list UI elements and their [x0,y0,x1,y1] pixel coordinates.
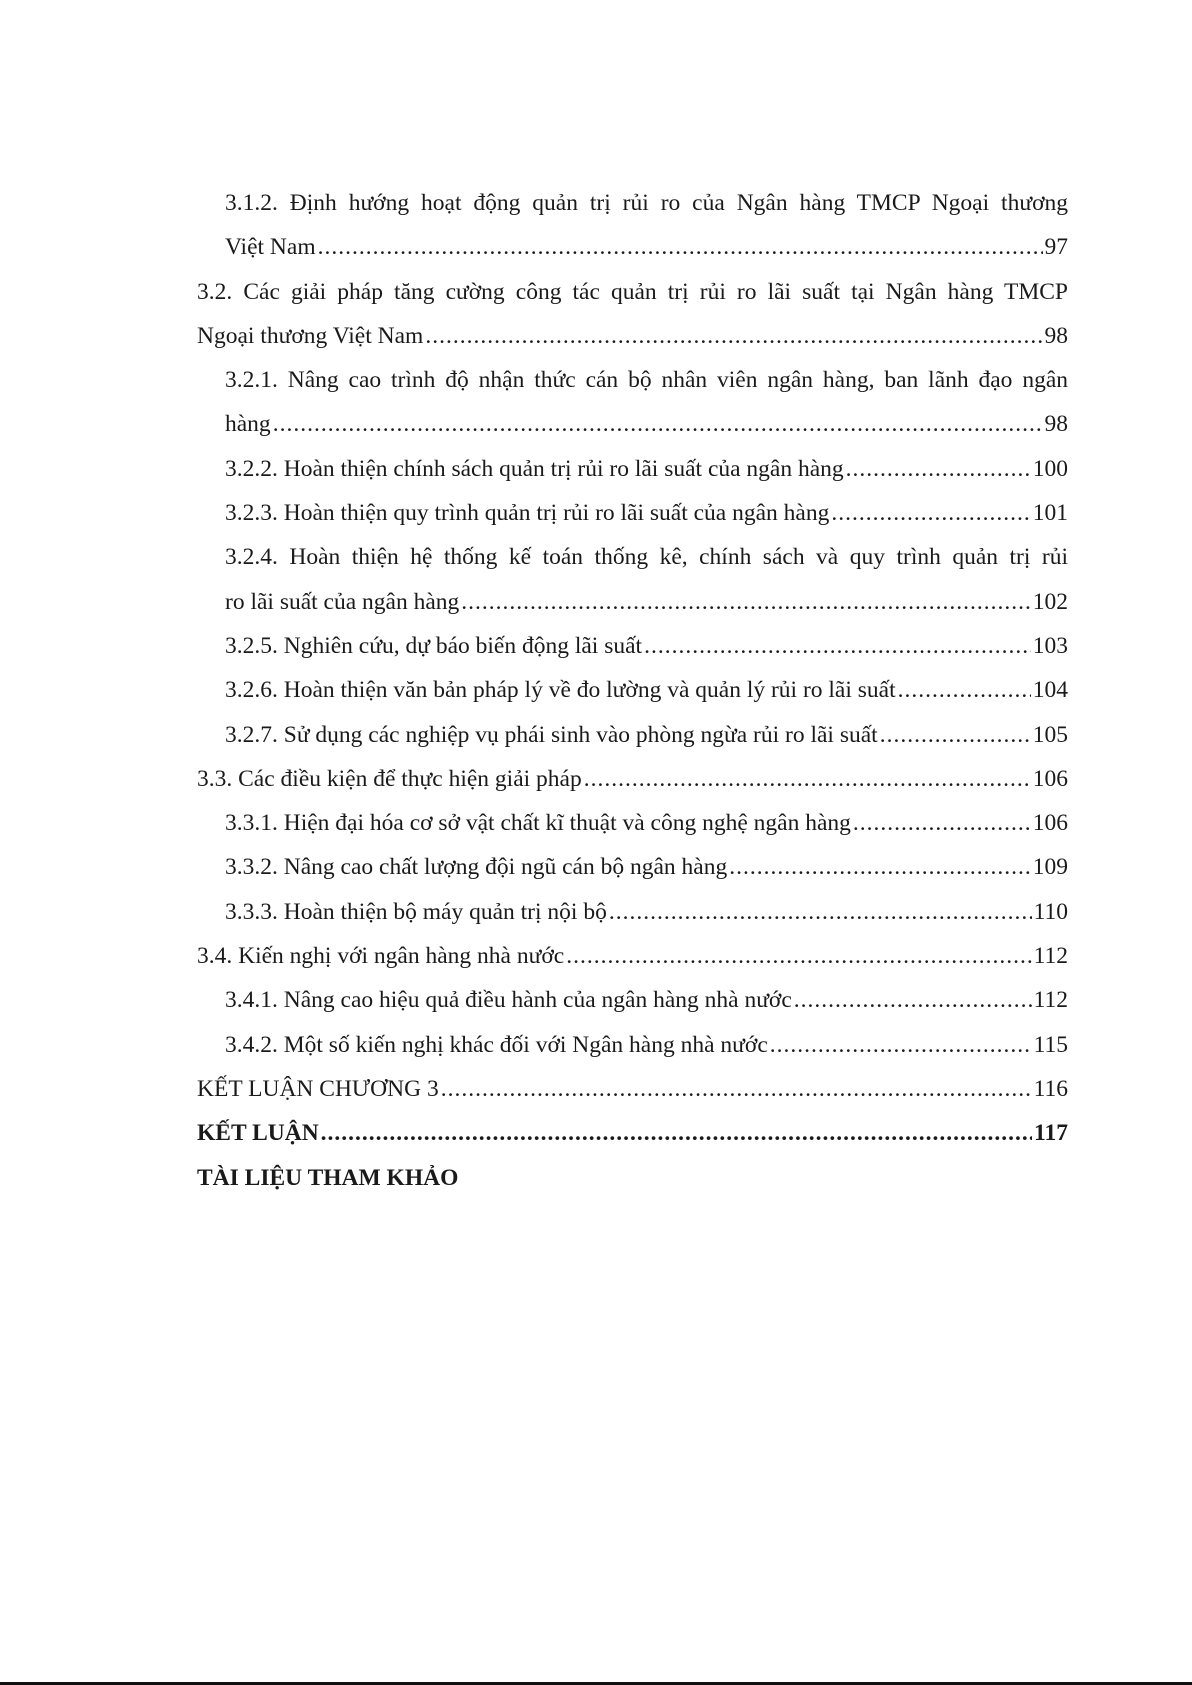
toc-page-number: 103 [1032,632,1068,659]
toc-entry[interactable] [197,810,1068,854]
toc-page-number: 117 [1034,1120,1068,1147]
toc-entry-title: hàng [225,411,271,438]
toc-entry[interactable] [197,1120,1068,1164]
toc-entry[interactable] [197,1165,1068,1209]
toc-entry-title: 3.4.2. Một số kiến nghị khác đối với Ngân hàng nhà nước [225,1031,768,1058]
toc-page-number: 109 [1032,854,1068,881]
toc-page-number: 116 [1033,1075,1068,1102]
toc-entry-title: 3.2.4. Hoàn thiện hệ thống kế toán thống kê, chính sách và quy trình quản trị rủi [225,544,1068,571]
toc-page-number: 97 [1044,234,1068,261]
toc-page-number: 102 [1032,588,1068,615]
toc-entry-title: 3.3.1. Hiện đại hóa cơ sở vật chất kĩ thuật và công nghệ ngân hàng [225,810,851,837]
toc-entry[interactable] [197,411,1068,455]
toc-page-number: 98 [1044,411,1068,438]
toc-entry-title: 3.2. Các giải pháp tăng cường công tác quản trị rủi ro lãi suất tại Ngân hàng TMCP [197,278,1068,305]
toc-entry[interactable] [197,456,1068,500]
toc-entry[interactable] [197,544,1068,588]
dot-leader [831,500,1030,527]
dot-leader [770,1032,1032,1059]
toc-entry[interactable] [197,589,1068,633]
toc-entry-title: 3.2.7. Sử dụng các nghiệp vụ phái sinh vào phòng ngừa rủi ro lãi suất [225,721,878,748]
dot-leader [461,589,1030,616]
toc-entry[interactable] [197,943,1068,987]
toc-entry[interactable] [197,234,1068,278]
toc-entry-title: 3.2.6. Hoàn thiện văn bản pháp lý về đo lường và quản lý rủi ro lãi suất [225,677,896,704]
toc-entry[interactable] [197,323,1068,367]
toc-entry-title: TÀI LIỆU THAM KHẢO [197,1164,459,1191]
toc-entry-title: 3.3. Các điều kiện để thực hiện giải pháp [197,765,582,792]
toc-entry-title: 3.2.5. Nghiên cứu, dự báo biến động lãi suất [225,632,643,659]
toc-page-number: 115 [1033,1031,1068,1058]
dot-leader [273,411,1043,438]
toc-page-number: 112 [1033,943,1068,970]
toc-entry-title: 3.3.3. Hoàn thiện bộ máy quản trị nội bộ [225,898,607,925]
dot-leader [566,943,1031,970]
toc-entry[interactable] [197,633,1068,677]
toc-page-number: 104 [1032,677,1068,704]
toc-page-number: 100 [1032,455,1068,482]
dot-leader [644,633,1031,660]
toc-entry-title: ro lãi suất của ngân hàng [225,588,460,615]
toc-entry[interactable] [197,722,1068,766]
toc-entry-title: 3.2.2. Hoàn thiện chính sách quản trị rủi ro lãi suất của ngân hàng [225,455,844,482]
toc-page-number: 105 [1032,721,1068,748]
toc-entry-title: Ngoại thương Việt Nam [197,322,424,349]
toc-entry[interactable] [197,1076,1068,1120]
toc-entry-title: 3.2.3. Hoàn thiện quy trình quản trị rủi ro lãi suất của ngân hàng [225,500,830,527]
dot-leader [880,722,1031,749]
toc-entry-title: 3.4.1. Nâng cao hiệu quả điều hành của ngân hàng nhà nước [225,987,792,1014]
toc-entry-title: 3.3.2. Nâng cao chất lượng đội ngũ cán bộ ngân hàng [225,854,728,881]
toc-page-number: 101 [1032,500,1068,527]
dot-leader [321,1120,1032,1147]
toc-entry-title: KẾT LUẬN [197,1120,319,1147]
toc-entry-title: 3.4. Kiến nghị với ngân hàng nhà nước [197,943,565,970]
dot-leader [853,810,1031,837]
toc-page-number: 106 [1032,810,1068,837]
toc-entry[interactable] [197,766,1068,810]
dot-leader [898,677,1031,704]
toc-entry[interactable] [197,190,1068,234]
toc-entry-title: Việt Nam [225,234,316,261]
dot-leader [794,987,1032,1014]
table-of-contents [197,190,1068,1209]
toc-page-number: 112 [1033,987,1068,1014]
toc-page-number: 110 [1033,898,1068,925]
toc-entry[interactable] [197,987,1068,1031]
dot-leader [729,854,1031,881]
toc-entry-title: 3.2.1. Nâng cao trình độ nhận thức cán bộ nhân viên ngân hàng, ban lãnh đạo ngân [225,367,1068,394]
toc-entry[interactable] [197,1032,1068,1076]
dot-leader [846,456,1031,483]
toc-entry[interactable] [197,677,1068,721]
toc-entry-title: KẾT LUẬN CHƯƠNG 3 [197,1075,439,1102]
toc-entry-title: 3.1.2. Định hướng hoạt động quản trị rủi ro của Ngân hàng TMCP Ngoại thương [225,190,1068,216]
dot-leader [318,234,1043,261]
toc-entry[interactable] [197,500,1068,544]
toc-entry[interactable] [197,854,1068,898]
toc-page-number: 106 [1032,765,1068,792]
dot-leader [584,766,1031,793]
dot-leader [441,1076,1032,1103]
toc-entry[interactable] [197,279,1068,323]
toc-entry[interactable] [197,899,1068,943]
dot-leader [425,323,1042,350]
dot-leader [609,899,1032,926]
toc-entry[interactable] [197,367,1068,411]
toc-page-number: 98 [1044,322,1068,349]
